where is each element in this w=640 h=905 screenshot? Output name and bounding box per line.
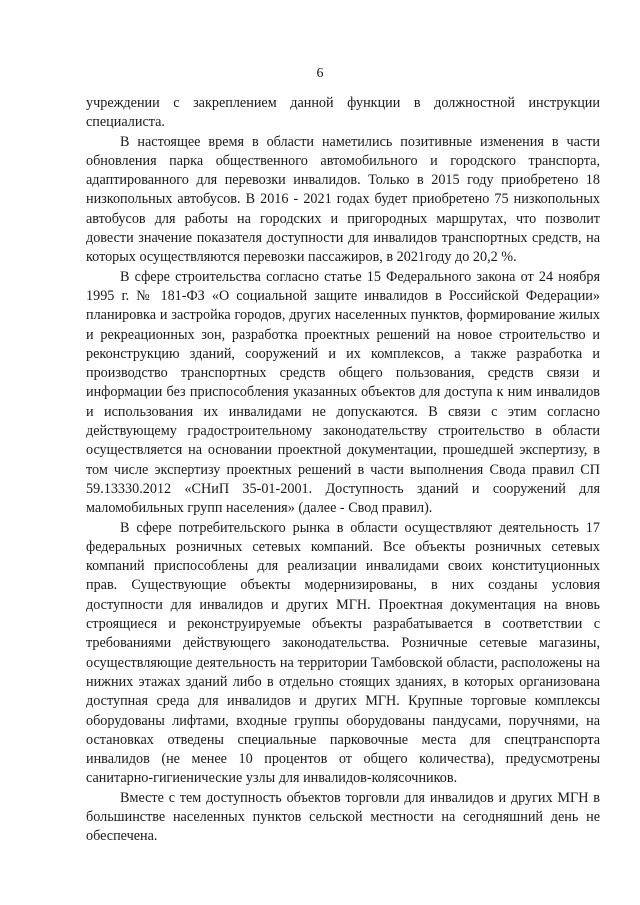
paragraph-rural-trade: Вместе с тем доступность объектов торговли для инвалидов и других МГН в большинстве населенных пунктов сельской местности на сегодняшний день не обеспечена. [86,789,600,845]
paragraph-transport: В настоящее время в области наметились позитивные изменения в части обновления парка общественного автомобильного и городского транспорта, адаптированного для перевозки инвалидов. Только в 2015 году приобретено 18 низкопольных автобусов. В 2016 - 2021 годах будет приобретено 75 низкопольных автобусов для работы на городских и пригородных маршрутах, что позволит довести значение показателя доступности для инвалидов транспортных средств, на которых осуществляются перевозки пассажиров, в 2021году до 20,2 %. [86,133,600,266]
page-number: 6 [316,66,324,81]
paragraph-construction: В сфере строительства согласно статье 15 Федерального закона от 24 ноября 1995 г. № 181-ФЗ «О социальной защите инвалидов в Российской Федерации» планировка и застройка городов, других населенных пунктов, формирование жилых и рекреационных зон, разработка проектных решений на новое строительство и реконструкцию зданий, сооружений и их комплексов, а также разработка и производство транспортных средств общего пользования, средств связи и информации без приспособления указанных объектов для доступа к ним инвалидов и использования их инвалидами не допускаются. В связи с этим согласно действующему градостроительному законодательству строительство в области осуществляется на основании проектной документации, прошедшей экспертизу, в том числе экспертизу проектных решений в части выполнения Свода правил СП 59.13330.2012 «СНиП 35-01-2001. Доступность зданий и сооружений для маломобильных групп населения» (далее - Свод правил). [86,268,600,517]
paragraph-consumer-market: В сфере потребительского рынка в области осуществляют деятельность 17 федеральных розничных сетевых компаний. Все объекты розничных сетевых компаний приспособлены для реализации инвалидами своих конституционных прав. Существующие объекты модернизированы, в них созданы условия доступности для инвалидов и других МГН. Проектная документация на вновь строящиеся и реконструируемые объекты разрабатывается в соответствии с требованиями действующего законодательства. Розничные сетевые магазины, осуществляющие деятельность на территории Тамбовской области, расположены на нижних этажах зданий либо в отдельно стоящих зданиях, в которых организована доступная среда для инвалидов и других МГН. Крупные торговые комплексы оборудованы лифтами, входные группы оборудованы пандусами, поручнями, на остановках отведены специальные парковочные места для спецтранспорта инвалидов (не менее 10 процентов от общего количества), предусмотрены санитарно-гигиенические узлы для инвалидов-колясочников. [86,519,600,787]
paragraph-continued: учреждении с закреплением данной функции в должностной инструкции специалиста. [86,95,600,131]
body-text [86,94,600,847]
